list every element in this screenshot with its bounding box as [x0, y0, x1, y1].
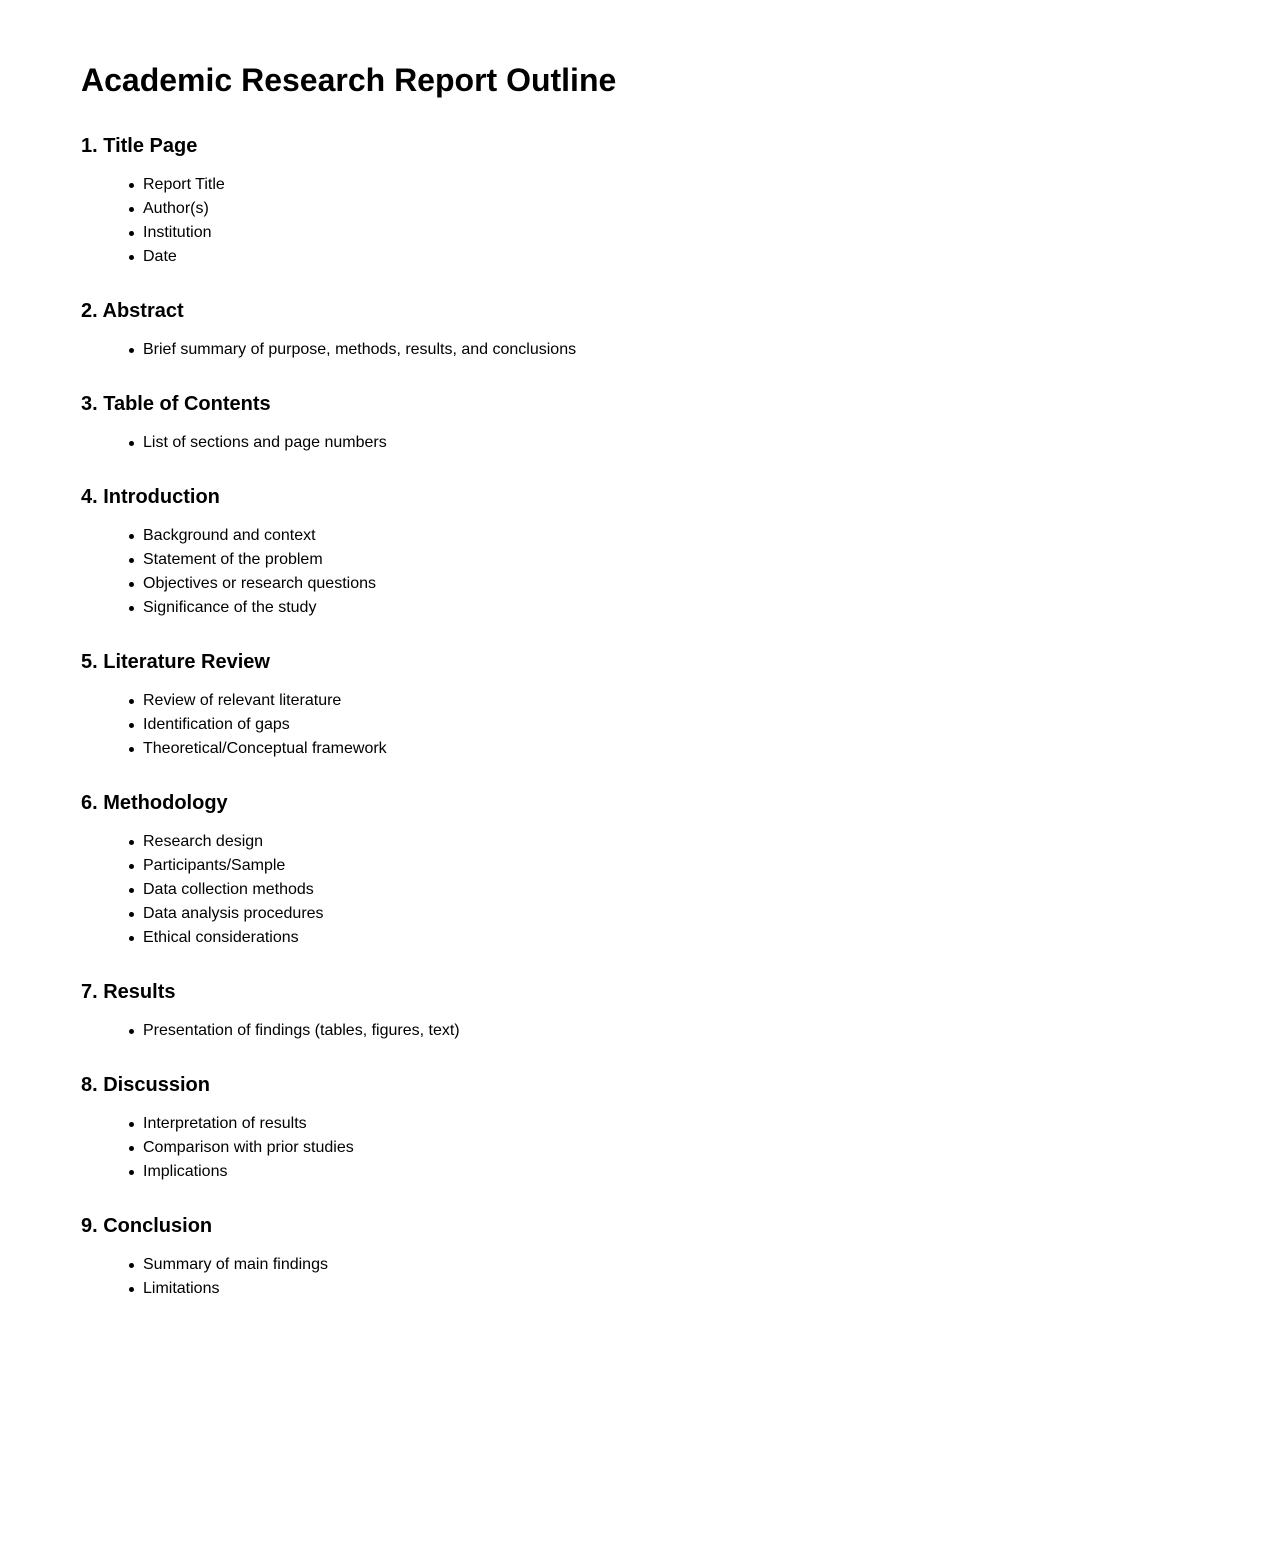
- bullet-icon: [129, 183, 134, 188]
- list-item-text: Date: [143, 248, 177, 265]
- list-item: [143, 524, 1263, 548]
- bullet-icon: [129, 888, 134, 893]
- list-item: [143, 1019, 1263, 1043]
- list-item-text: Institution: [143, 224, 212, 241]
- bullet-icon: [129, 699, 134, 704]
- outline-section: [81, 1214, 1263, 1301]
- section-heading: 8. Discussion: [81, 1074, 210, 1096]
- bullet-icon: [129, 1122, 134, 1127]
- list-item: [143, 548, 1263, 572]
- list-item-text: Implications: [143, 1163, 228, 1180]
- bullet-icon: [129, 534, 134, 539]
- section-heading: 6. Methodology: [81, 792, 228, 814]
- section-heading: 1. Title Page: [81, 135, 198, 157]
- section-list: [81, 689, 1263, 761]
- list-item: [143, 737, 1263, 761]
- list-item-text: Summary of main findings: [143, 1256, 328, 1273]
- section-list: [81, 431, 1263, 455]
- bullet-icon: [129, 348, 134, 353]
- bullet-icon: [129, 723, 134, 728]
- outline-section: [81, 485, 1263, 620]
- list-item: [143, 1253, 1263, 1277]
- outline-section: [81, 1073, 1263, 1184]
- list-item-text: Presentation of findings (tables, figures, text): [143, 1022, 460, 1039]
- list-item-text: Theoretical/Conceptual framework: [143, 740, 387, 757]
- outline-section: [81, 791, 1263, 950]
- list-item: [143, 338, 1263, 362]
- list-item: [143, 902, 1263, 926]
- list-item-text: Review of relevant literature: [143, 692, 342, 709]
- list-item: [143, 878, 1263, 902]
- section-heading: 7. Results: [81, 981, 176, 1003]
- outline-section: [81, 980, 1263, 1043]
- list-item-text: Significance of the study: [143, 599, 317, 616]
- page-title: Academic Research Report Outline: [81, 62, 617, 98]
- list-item-text: Objectives or research questions: [143, 575, 376, 592]
- list-item-text: Background and context: [143, 527, 316, 544]
- bullet-icon: [129, 747, 134, 752]
- section-list: [81, 1112, 1263, 1184]
- section-list: [81, 830, 1263, 950]
- list-item-text: Data collection methods: [143, 881, 314, 898]
- list-item-text: Author(s): [143, 200, 209, 217]
- outline-section: [81, 299, 1263, 362]
- section-heading: 3. Table of Contents: [81, 393, 271, 415]
- list-item-text: Ethical considerations: [143, 929, 299, 946]
- list-item-text: List of sections and page numbers: [143, 434, 387, 451]
- section-list: [81, 1019, 1263, 1043]
- outline-section: [81, 134, 1263, 269]
- bullet-icon: [129, 207, 134, 212]
- bullet-icon: [129, 441, 134, 446]
- bullet-icon: [129, 840, 134, 845]
- bullet-icon: [129, 231, 134, 236]
- bullet-icon: [129, 255, 134, 260]
- bullet-icon: [129, 936, 134, 941]
- list-item: [143, 173, 1263, 197]
- list-item: [143, 197, 1263, 221]
- list-item: [143, 245, 1263, 269]
- section-list: [81, 524, 1263, 620]
- bullet-icon: [129, 912, 134, 917]
- section-heading: 5. Literature Review: [81, 651, 270, 673]
- list-item-text: Data analysis procedures: [143, 905, 324, 922]
- outline-sections: [81, 134, 1263, 1301]
- list-item: [143, 713, 1263, 737]
- outline-section: [81, 392, 1263, 455]
- list-item: [143, 1160, 1263, 1184]
- section-heading: 2. Abstract: [81, 300, 184, 322]
- bullet-icon: [129, 1287, 134, 1292]
- bullet-icon: [129, 582, 134, 587]
- list-item: [143, 1112, 1263, 1136]
- list-item: [143, 596, 1263, 620]
- list-item: [143, 1277, 1263, 1301]
- outline-section: [81, 650, 1263, 761]
- list-item: [143, 830, 1263, 854]
- list-item-text: Comparison with prior studies: [143, 1139, 354, 1156]
- list-item: [143, 431, 1263, 455]
- bullet-icon: [129, 864, 134, 869]
- list-item-text: Brief summary of purpose, methods, results, and conclusions: [143, 341, 577, 358]
- list-item: [143, 689, 1263, 713]
- section-list: [81, 1253, 1263, 1301]
- section-list: [81, 338, 1263, 362]
- list-item-text: Limitations: [143, 1280, 220, 1297]
- bullet-icon: [129, 606, 134, 611]
- list-item: [143, 926, 1263, 950]
- bullet-icon: [129, 1146, 134, 1151]
- list-item: [143, 854, 1263, 878]
- list-item-text: Identification of gaps: [143, 716, 290, 733]
- list-item: [143, 1136, 1263, 1160]
- list-item-text: Statement of the problem: [143, 551, 323, 568]
- section-heading: 9. Conclusion: [81, 1215, 213, 1237]
- list-item-text: Interpretation of results: [143, 1115, 307, 1132]
- list-item-text: Report Title: [143, 176, 225, 193]
- bullet-icon: [129, 1170, 134, 1175]
- list-item: [143, 572, 1263, 596]
- section-heading: 4. Introduction: [81, 486, 220, 508]
- section-list: [81, 173, 1263, 269]
- bullet-icon: [129, 558, 134, 563]
- bullet-icon: [129, 1263, 134, 1268]
- list-item: [143, 221, 1263, 245]
- list-item-text: Participants/Sample: [143, 857, 286, 874]
- list-item-text: Research design: [143, 833, 264, 850]
- bullet-icon: [129, 1029, 134, 1034]
